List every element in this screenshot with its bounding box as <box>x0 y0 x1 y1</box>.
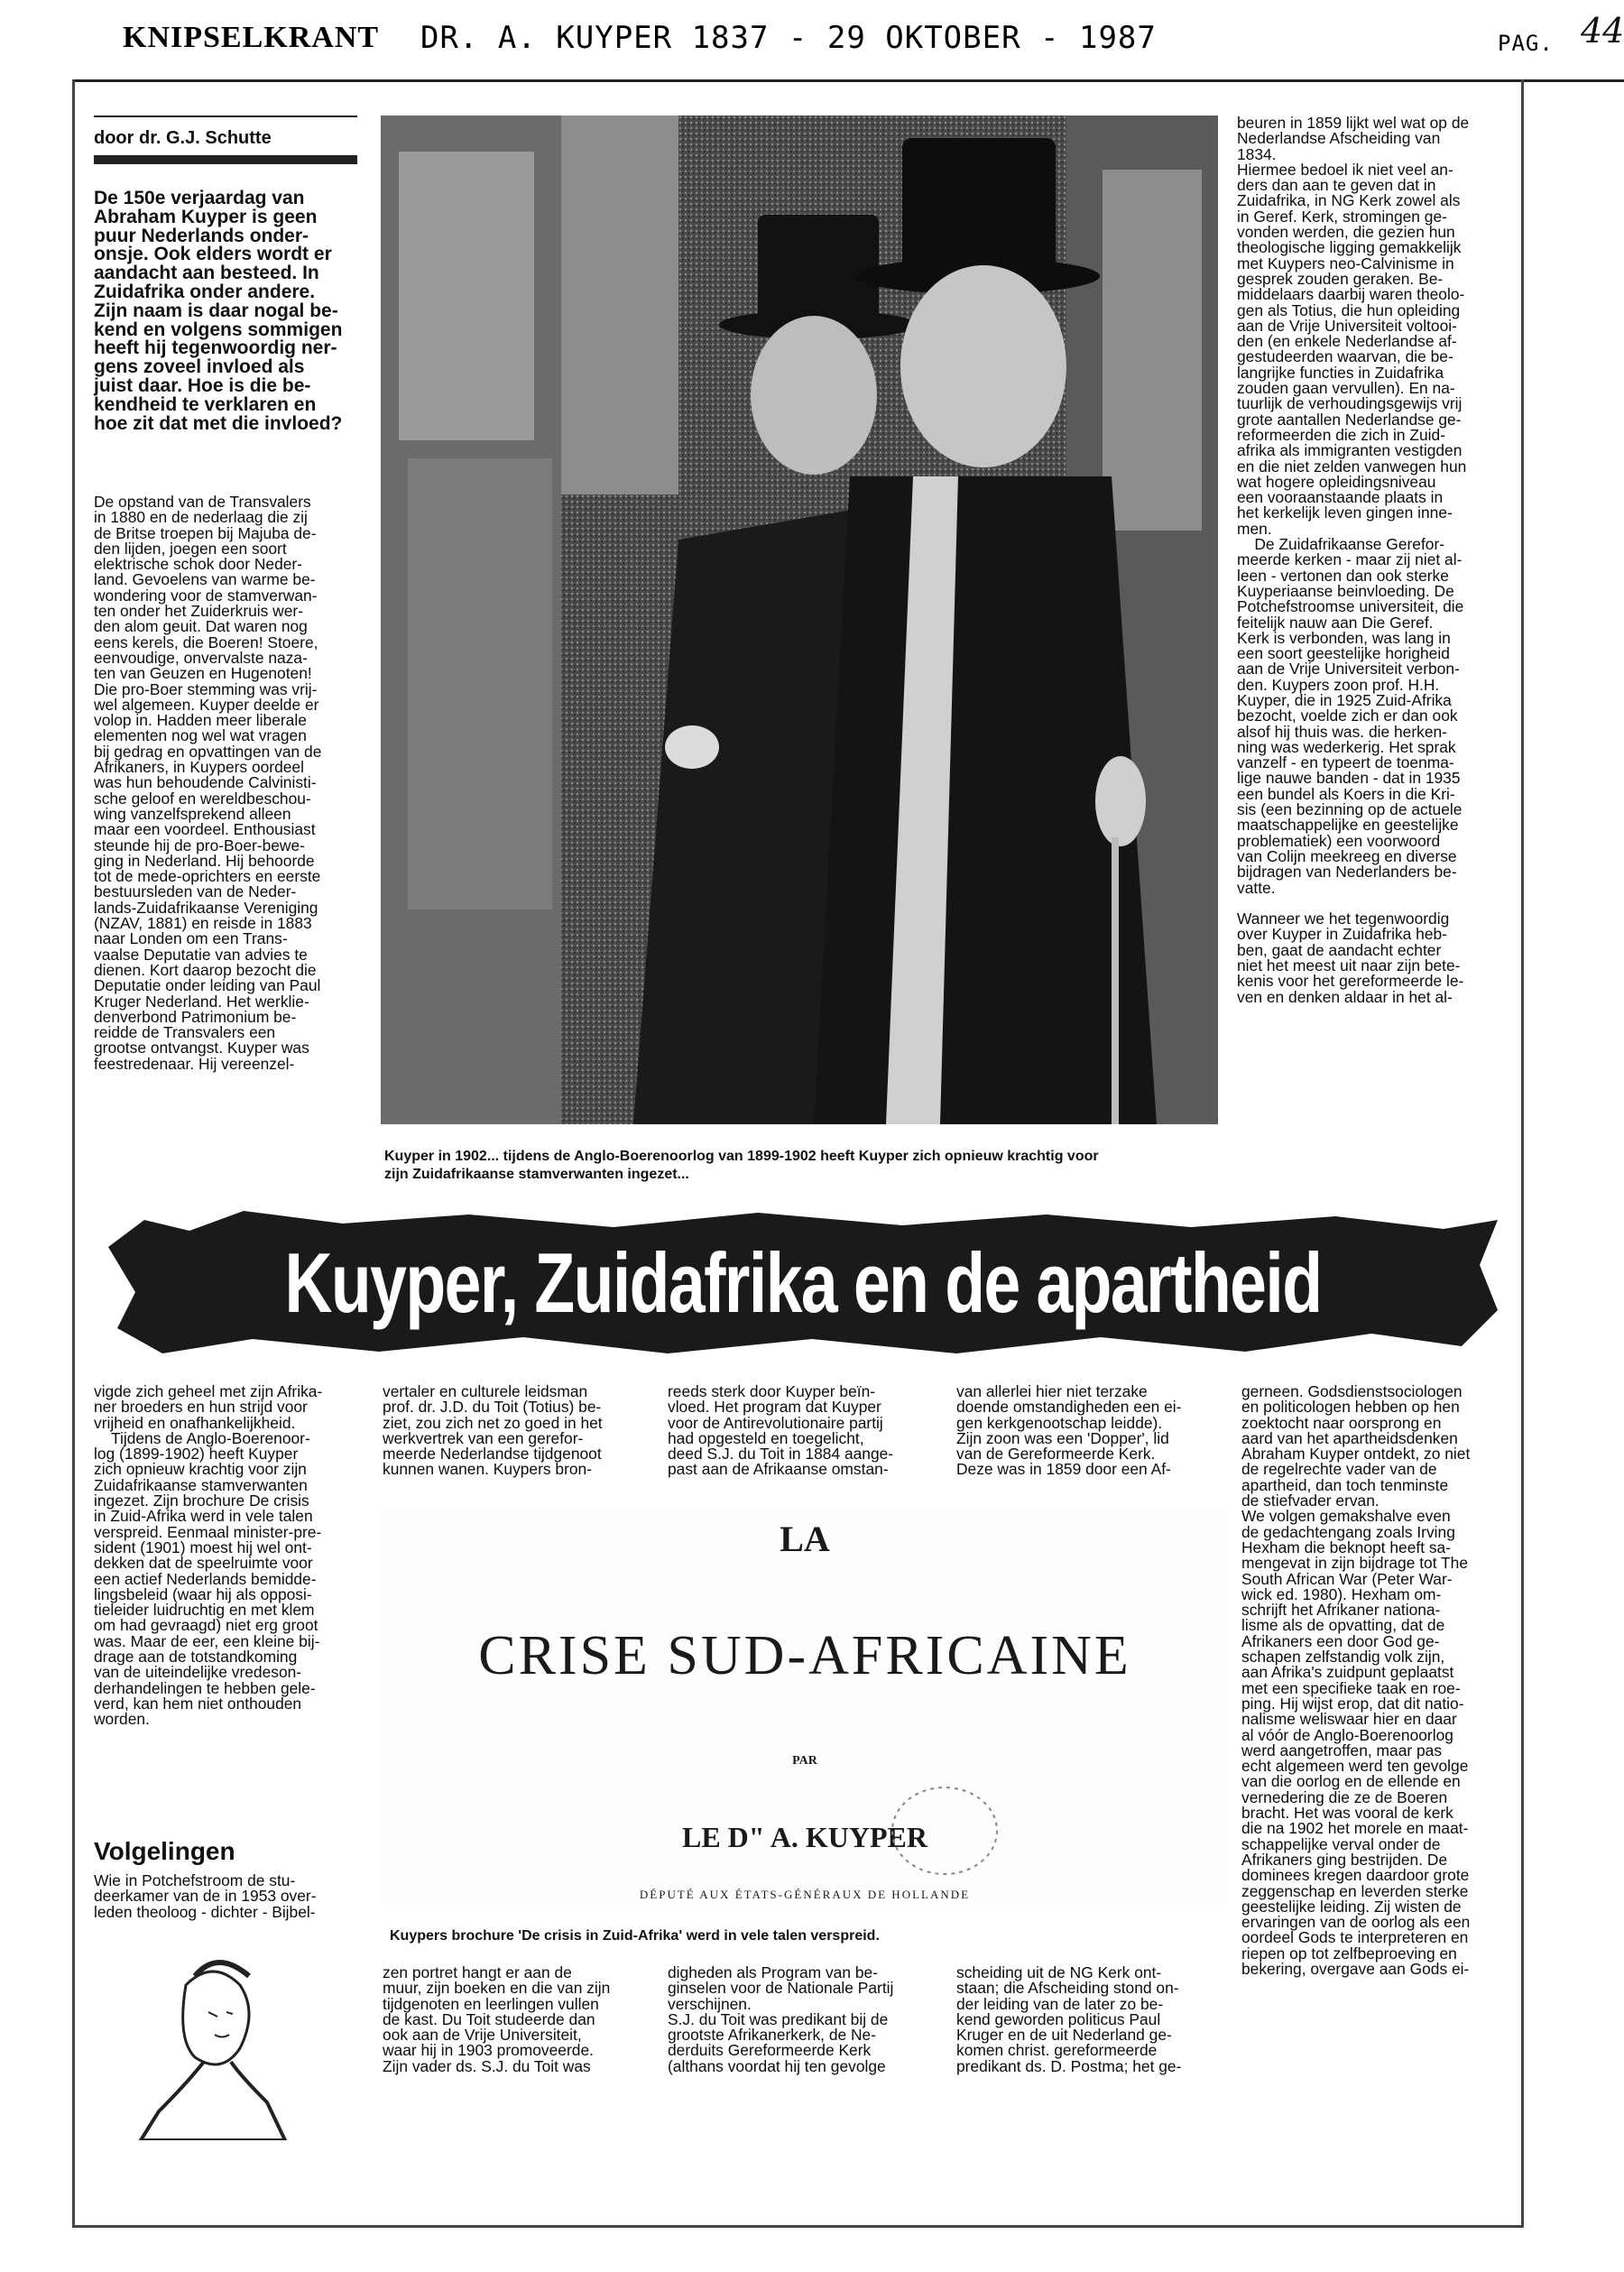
library-stamp <box>886 1781 1003 1880</box>
column-1-top-text: De opstand van de Transvalers in 1880 en de nederlaag die zij de Britse troepen bij Majuba de- den lijden, joegen een soort elektrische schok door Neder- land. Gevoelens van warme be- wondering voor de stamverwan- ten onder het Zuiderkruis wer- den alom geuit. Dat waren nog eens kerels, die Boeren! Stoere, eenvoudige, onvervalste naza- ten van Geuzen en Hugenoten! Die pro-Boer stemming was vrij- wel algemeen. Kuyper deelde er volop in. Hadden meer liberale elementen nog wel wat vragen bij gedrag en opvattingen van de Afrikaners, in Kuypers oordeel was hun behoudende Calvinisti- sche geloof en wereldbeschou- wing vanzelfsprekend alleen maar een voordeel. Enthousiast steunde hij de pro-Boer-bewe- ging in Nederland. Hij behoorde tot de mede-oprichters en eerste bestuursleden van de Neder- lands-Zuidafrikaanse Vereniging (NZAV, 1881) en reisde in 1883 naar Londen om een Trans- vaalse Deputatie van advies te dienen. Kort daarop bezocht die Deputatie onder leiding van Paul Kruger Nederland. Het werklie- denverbond Patrimonium be- reidde de Transvalers een grootse ontvangst. Kuyper was feestredenaar. Hij vereenzel- <box>94 493 322 1073</box>
header-subject: DR. A. KUYPER 1837 - 29 OKTOBER - 1987 <box>420 20 1157 56</box>
column-right-top-text: beuren in 1859 lijkt wel wat op de Nederlandse Afscheiding van 1834. Hiermee bedoel ik niet veel an- ders dan aan te geven dat in Zuidafrika, in NG Kerk zowel als in Geref. Kerk, stromingen ge- vonden werden, die gezien hun theologische ligging gemakkelijk met Kuypers neo-Calvinisme in gesprek zouden geraken. Be- middelaars daarbij waren theolo- gen als Totius, die hun opleiding aan de Vrije Universiteit voltooi- den (en enkele Nederlandse af- gestudeerden waarvan, die be- langrijke functies in Zuidafrika zouden gaan vervullen). En na- tuurlijk de verhoudingsgewijs vrij grote aantallen Nederlandse ge- reformeerden die zich in Zuid- afrika als immigranten vestigden en die niet zelden vanwegen hun wat hogere opleidingsniveau een vooraanstaande plaats in het kerkelijk leven gingen inne- men. De Zuidafrikaanse Gerefor- meerde kerken - maar zij niet al- leen - vertonen dan ook sterke Kuyperiaanse beinvloeding. De Potchefstroomse universiteit, die feitelijk nauw aan Die Geref. Kerk is verbonden, was lang in een soort geestelijke horigheid aan de Vrije Universiteit verbon- den. Kuypers zoon prof. H.H. Kuyper, die in 1925 Zuid-Afrika bezocht, voelde zich er dan ook alsof hij thuis was. die herken- ning was wederkerig. Het sprak vanzelf - en typeert de toenma- lige nauwe banden - dat in 1935 een bundel als Koers in die Kri- sis (een bezinning op de actuele maatschappelijke en geestelijke problematiek) een voorwoord van Colijn meekreeg en diverse bijdragen van Nederlanders be- vatte. Wanneer we het tegenwoordig over Kuyper in Zuidafrika heb- ben, gaat de aandacht echter niet het meest uit naar zijn bete- kenis voor het gereformeerde le- ven en denken aldaar in het al- <box>1237 114 1470 1006</box>
subheading-volgelingen: Volgelingen <box>94 1837 235 1865</box>
column-3-mid-text: reeds sterk door Kuyper beïn- vloed. Het program dat Kuyper voor de Antirevolutionaire partij had opgesteld en toegelicht, deed S.J. du Toit in 1884 aange- past aan de Afrikaanse omstan- <box>668 1382 894 1479</box>
column-1-bottom-text: vigde zich geheel met zijn Afrika- ner broeders en hun strijd voor vrijheid en onafhankelijkheid. Tijdens de Anglo-Boerenoor- log (1899-1902) heeft Kuyper zich opnieuw krachtig voor zijn Zuidafrikaanse stamverwanten ingezet. Zijn brochure De crisis in Zuid-Afrika werd in vele talen verspreid. Eenmaal minister-pre- sident (1901) moest hij wel ont- dekken dat de speelruimte voor een actief Nederlands bemidde- lingsbeleid (waar hij als opposi- tieleider luidruchtig en met klem om had gevraagd) niet erg groot was. Maar de eer, een kleine bij- drage aan de totstandkoming van de uiteindelijke vredeson- derhandelingen te hebben gele- verd, kan hem niet onthouden worden. <box>94 1382 323 1729</box>
page-number: 44 <box>1581 11 1624 51</box>
header-rule <box>72 79 1624 82</box>
brochure-reproduction <box>381 1510 1229 1907</box>
column-2-mid-text: vertaler en culturele leidsman prof. dr. J.D. du Toit (Totius) be- ziet, zou zich net zo goed in het werkvertrek van een gerefor- meerde Nederlandse tijdgenoot kunnen wanen. Kuypers bron- <box>383 1382 603 1479</box>
brochure-caption: Kuypers brochure 'De crisis in Zuid-Afrika' werd in vele talen verspreid. <box>390 1928 880 1944</box>
photo-caption: Kuyper in 1902... tijdens de Anglo-Boerenoorlog van 1899-1902 heeft Kuyper zich opnieuw krachtig voor zijn Zuidafrikaanse stamverwanten ingezet... <box>384 1149 1099 1182</box>
photo-illustration <box>381 115 1218 1124</box>
column-4-bottom-text: scheiding uit de NG Kerk ont- staan; die Afscheiding stond on- der leiding van de later zo be- kend geworden politicus Paul Kruger en de uit Nederland ge- komen christ. gereformeerde predikant ds. D. Postma; het ge- <box>956 1963 1182 2075</box>
brochure-line-la: LA <box>780 1519 830 1559</box>
brochure-title: CRISE SUD-AFRICAINE <box>478 1625 1131 1686</box>
page-label: PAG. <box>1498 31 1554 56</box>
left-rule <box>72 79 75 2227</box>
column-3-bottom-text: digheden als Program van be- ginselen voor de Nationale Partij verschijnen. S.J. du Toit was predikant bij de grootste Afrikanerkerk, de Ne- derduits Gereformeerde Kerk (althans voordat hij ten gevolge <box>668 1963 894 2075</box>
byline-underline <box>94 155 357 164</box>
column-2-bottom-text: zen portret hangt er aan de muur, zijn boeken en die van zijn tijdgenoten en leerlingen vullen de kast. Du Toit studeerde dan ook aan de Vrije Universiteit, waar hij in 1903 promoveerde. Zijn vader ds. S.J. du Toit was <box>383 1963 611 2075</box>
brochure-author: LE D" A. KUYPER <box>681 1821 927 1853</box>
byline: door dr. G.J. Schutte <box>94 115 357 149</box>
brochure-line-par: PAR <box>792 1754 817 1768</box>
lead-paragraph: De 150e verjaardag van Abraham Kuyper is geen puur Nederlands onder- onsje. Ook elders wordt er aandacht aan besteed. In Zuidafrika onder andere. Zijn naam is daar nogal be- kend en volgens sommigen heeft hij tegenwoordig ner- gens zoveel invloed als juist daar. Hoe is die be- kendheid te verklaren en hoe zit dat met die invloed? <box>94 188 343 434</box>
bottom-rule <box>72 2225 1524 2228</box>
totius-sketch-portrait <box>132 1949 294 2140</box>
right-rule <box>1521 79 1524 2227</box>
kuyper-photo <box>381 115 1218 1124</box>
column-5-text: gerneen. Godsdienstsociologen en politicologen hebben op hen zoektocht naar oorsprong en aard van het apartheidsdenken Abraham Kuyper ontdekt, zo niet de regelrechte vader van de apartheid, dan toch tenminste de stiefvader ervan. We volgen gemakshalve even de gedachtengang zoals Irving Hexham die beknopt heeft sa- mengevat in zijn bijdrage tot The South African War (Peter War- wick ed. 1980). Hexham om- schrijft het Afrikaner nationa- lisme als de opvatting, dat de Afrikaners een door God ge- schapen zelfstandig volk zijn, aan Afrika's zuidpunt geplaatst met een specifieke taak en roe- ping. Hij wijst erop, dat dit natio- nalisme weliswaar hier en daar al vóór de Anglo-Boerenoorlog werd aangetroffen, maar pas echt algemeen werd ten gevolge van die oorlog en de ellende en vernedering die ze de Boeren bracht. Het was vooral de kerk die na 1902 het morele en maat- schappelijke verval onder de Afrikaners ging bestrijden. De dominees kregen daardoor grote zeggenschap en leverden sterke geestelijke leiding. Zij wisten de ervaringen van de oorlog als een oordeel Gods te interpreteren en riepen op tot zelfbeproeving en bekering, overgave aan Gods ei- <box>1241 1382 1471 1978</box>
headline-title: Kuyper, Zuidafrika en de apartheid <box>284 1235 1322 1330</box>
column-4-mid-text: van allerlei hier niet terzake doende omstandigheden een ei- gen kerkgenootschap leidde). Zijn zoon was een 'Dopper', lid van de Gereformeerde Kerk. Deze was in 1859 door een Af- <box>956 1382 1182 1479</box>
brochure-deputy-line: DÉPUTÉ AUX ÉTATS-GÉNÉRAUX DE HOLLANDE <box>639 1888 971 1901</box>
column-1-after-subheading: Wie in Potchefstroom de stu- deerkamer van de in 1953 over- leden theoloog - dichter - Bijbel- <box>94 1871 317 1921</box>
publication-name: KNIPSELKRANT <box>123 21 380 54</box>
